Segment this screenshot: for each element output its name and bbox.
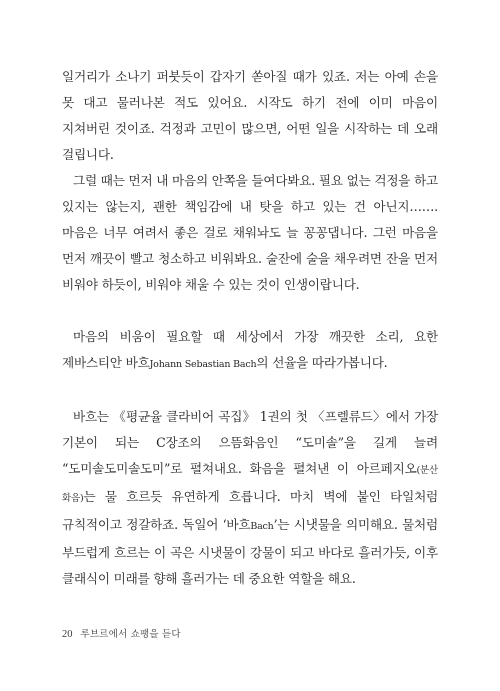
- paragraph-4-text-end: ’는 시냇물을 의미해요. 물처럼 부드럽게 흐르는 이 곡은 시냇물이 강물이 되고 바다로 흘러가듯, 이후 클래식이 미래를 향해 흘러가는 데 중요한 역할을 해요.: [62, 517, 438, 586]
- paragraph-4-text: 바흐는 《평균율 클라비어 곡집》 1권의 첫 〈프렐류드〉에서 가장 기본이 되는 C장조의 으뜸화음인 “도미솔”을 길게 늘려 “도미솔도미솔도미”로 펼쳐내요. 화음을 펼쳐낸 이 아르페지오: [62, 409, 438, 476]
- paragraph-1: [62, 64, 438, 168]
- page-body: [62, 64, 438, 592]
- bach-german-name: Bach: [250, 521, 274, 532]
- page-footer: [62, 626, 181, 640]
- paragraph-4: [62, 404, 438, 592]
- paragraph-2: [62, 168, 438, 298]
- paragraph-1-text: 일거리가 소나기 퍼붓듯이 갑자기 쏟아질 때가 있죠. 저는 아예 손을 못 대고 물러나본 적도 있어요. 시작도 하기 전에 이미 마음이 지쳐버린 것이죠. 걱정과 고민이 많으면, 어떤 일을 시작하는 데 오래 걸립니다.: [62, 69, 438, 162]
- page-number: 20: [62, 629, 73, 640]
- running-title: 루브르에서 쇼팽을 듣다: [80, 629, 181, 640]
- paragraph-gap: [62, 378, 438, 404]
- arpeggio-note: (분산 화음): [62, 465, 438, 504]
- paragraph-2-text: 그럴 때는 먼저 내 마음의 안쪽을 들여다봐요. 필요 없는 걱정을 하고 있지는 않는지, 괜한 책임감에 내 탓을 하고 있는 건 아닌지……. 마음은 너무 여려서 좋은 걸로 채워놔도 늘 꽁꽁댑니다. 그런 마음을 먼저 깨끗이 빨고 청소하고 비워봐요. 술잔에 술을 채우려면 잔을 먼저 비워야 하듯이, 비워야 채울 수 있는 것이 인생이랍니다.: [62, 173, 438, 292]
- paragraph-3: [62, 324, 438, 378]
- bach-full-name: Johann Sebastian Bach: [149, 359, 257, 370]
- paragraph-4-text-mid: 는 물 흐르듯 유연하게 흐릅니다. 마치 벽에 붙인 타일처럼 규칙적이고 정갈하죠. 독일어 ‘바흐: [62, 489, 438, 532]
- paragraph-3-text: 마음의 비움이 필요할 때 세상에서 가장 깨끗한 소리, 요한 제바스티안 바흐: [62, 329, 438, 370]
- paragraph-gap: [62, 298, 438, 324]
- paragraph-3-text-end: 의 선율을 따라가봅니다.: [256, 355, 388, 370]
